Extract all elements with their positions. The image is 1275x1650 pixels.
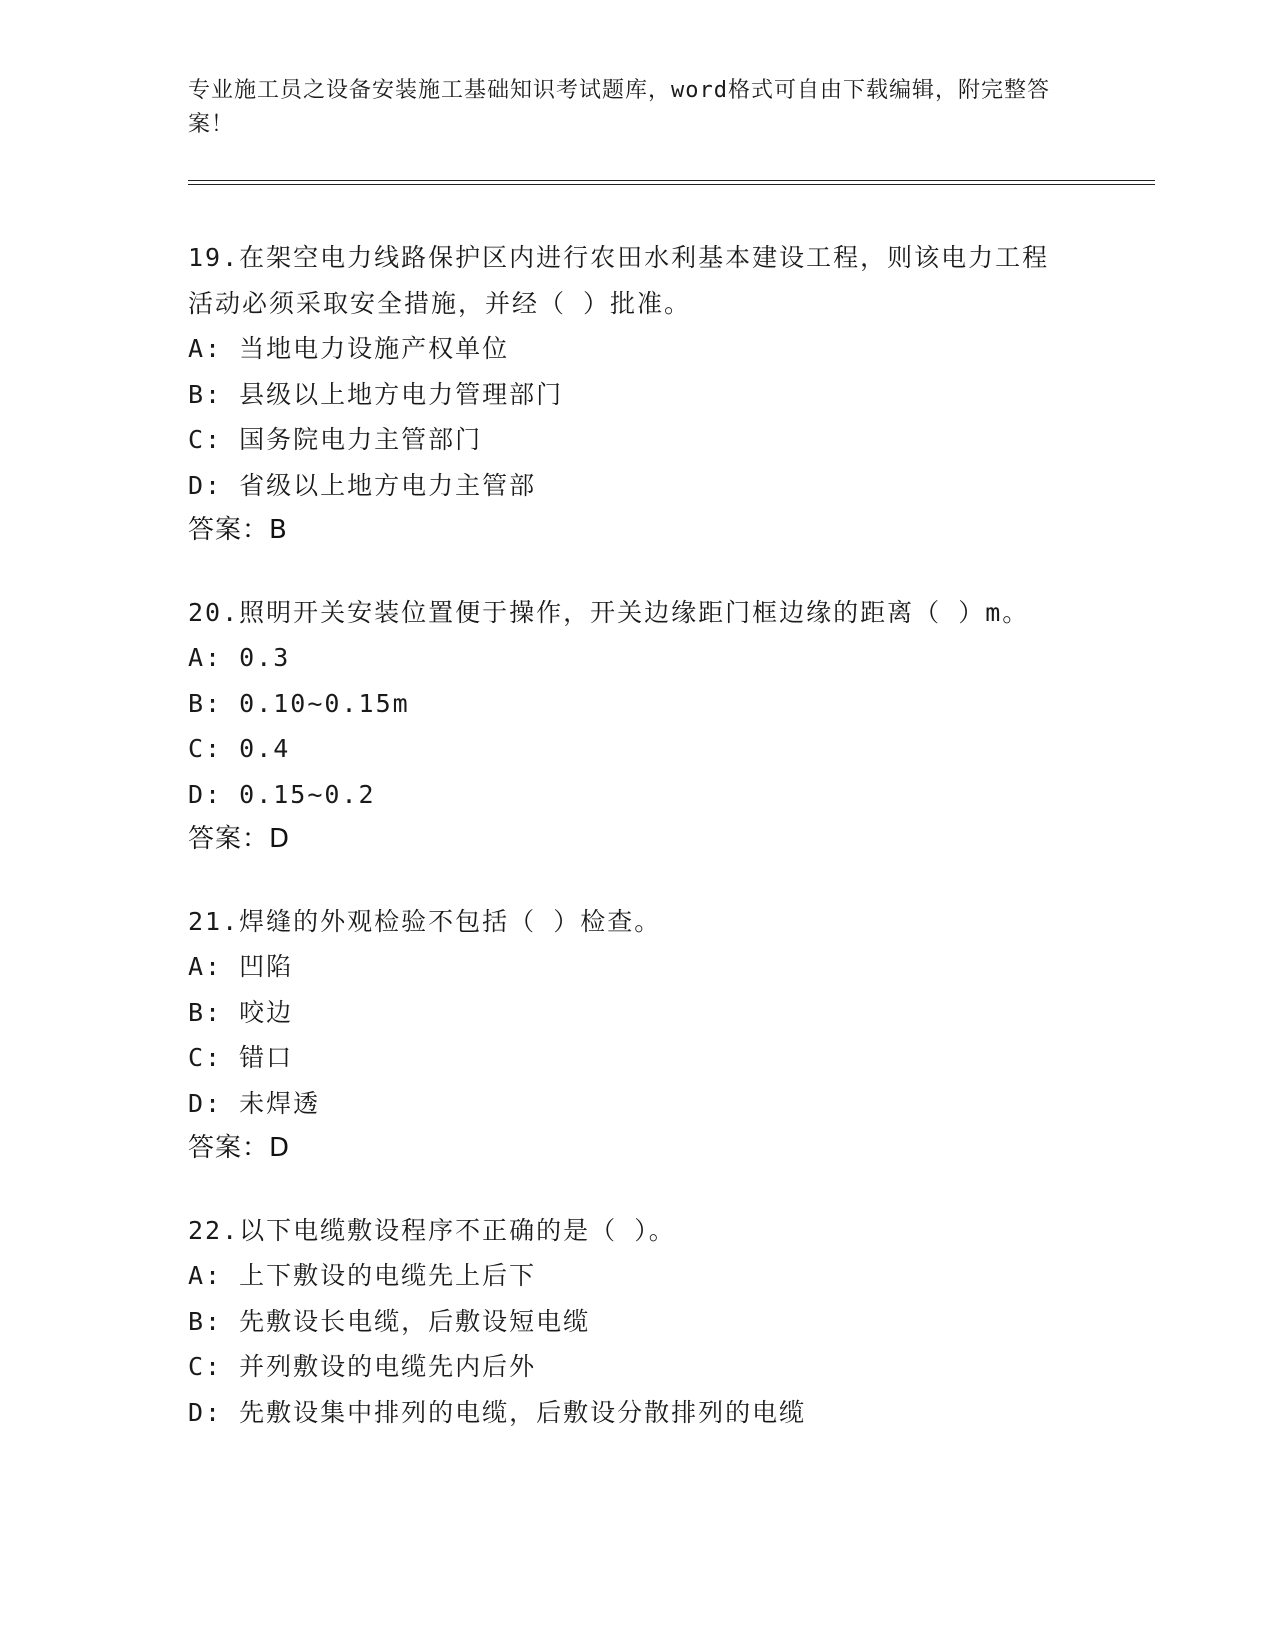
question-stem: 20.照明开关安装位置便于操作，开关边缘距门框边缘的距离（ ）m。 [188, 597, 1030, 627]
option-d: D: 省级以上地方电力主管部 [188, 470, 537, 500]
question-22 [188, 1208, 1088, 1436]
question-21 [188, 899, 1088, 1172]
header-divider [188, 180, 1155, 185]
question-stem: 22.以下电缆敷设程序不正确的是（ ）。 [188, 1215, 676, 1245]
option-a: A: 当地电力设施产权单位 [188, 334, 510, 363]
option-b: B: 县级以上地方电力管理部门 [188, 379, 564, 409]
option-b: B: 0.10~0.15m [188, 688, 410, 718]
question-19 [188, 235, 1088, 554]
option-d: D: 未焊透 [188, 1088, 321, 1118]
option-b: B: 先敷设长电缆，后敷设短电缆 [188, 1306, 591, 1336]
question-list [188, 235, 1088, 1471]
option-c: C: 国务院电力主管部门 [188, 425, 483, 454]
option-a: A: 0.3 [188, 643, 291, 672]
option-c: C: 错口 [188, 1043, 294, 1072]
option-b: B: 咬边 [188, 997, 294, 1027]
question-stem: 19.在架空电力线路保护区内进行农田水利基本建设工程，则该电力工程活动必须采取安全措施，并经（ ）批准。 [188, 243, 1050, 318]
answer-label: 答案：D [188, 1133, 291, 1163]
document-header: 专业施工员之设备安装施工基础知识考试题库，word格式可自由下载编辑，附完整答案！ [188, 78, 1050, 137]
option-c: C: 0.4 [188, 734, 291, 763]
question-20 [188, 590, 1088, 863]
option-c: C: 并列敷设的电缆先内后外 [188, 1352, 537, 1381]
option-a: A: 上下敷设的电缆先上后下 [188, 1261, 537, 1290]
option-d: D: 0.15~0.2 [188, 779, 376, 809]
option-a: A: 凹陷 [188, 952, 294, 981]
option-d: D: 先敷设集中排列的电缆，后敷设分散排列的电缆 [188, 1397, 807, 1427]
answer-label: 答案：D [188, 824, 291, 854]
question-stem: 21.焊缝的外观检验不包括（ ）检查。 [188, 906, 662, 936]
answer-label: 答案：B [188, 515, 288, 545]
